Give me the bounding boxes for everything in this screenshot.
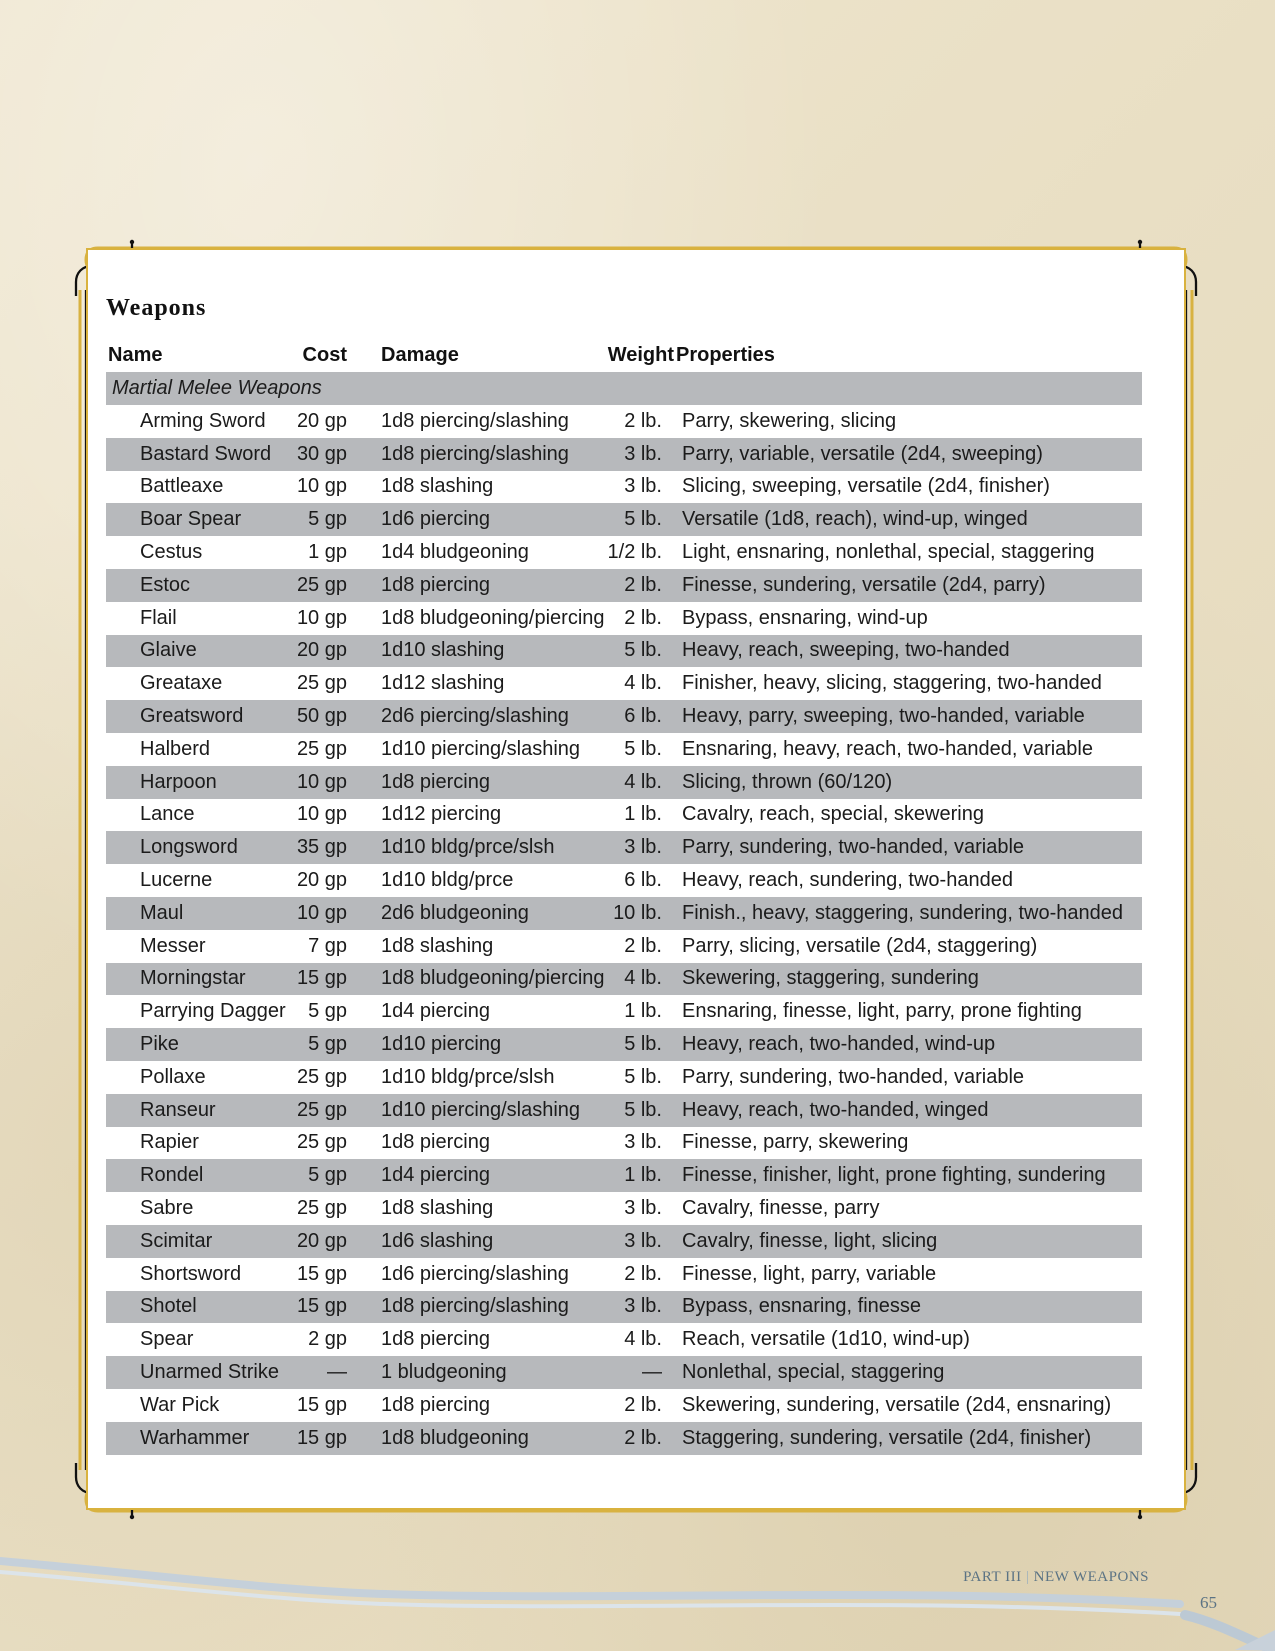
row-name: Lucerne [140,869,213,892]
row-name: War Pick [140,1393,220,1416]
table-row [106,1225,1142,1258]
row-cost: 10 gp [296,770,347,793]
row-properties: Heavy, reach, sundering, two-handed [682,869,1013,892]
row-properties: Light, ensnaring, nonlethal, special, staggering [682,541,1095,564]
table-row [106,1258,1142,1291]
row-weight: 2 lb. [624,1262,662,1285]
header-properties: Properties [676,343,775,366]
row-cost: 10 gp [296,803,347,826]
row-properties: Parry, sundering, two-handed, variable [682,836,1025,859]
row-cost: 5 gp [308,1000,347,1023]
row-damage: 1d12 piercing [381,803,502,826]
row-weight: 2 lb. [624,934,662,957]
row-damage: 1d8 piercing [381,1328,490,1351]
table-row [106,831,1142,864]
row-properties: Cavalry, finesse, parry [682,1197,880,1220]
row-cost: 20 gp [296,869,347,892]
row-properties: Ensnaring, finesse, light, parry, prone fighting [682,1000,1082,1023]
table-row [106,405,1142,438]
table-row [106,1291,1142,1324]
row-weight: 5 lb. [624,1065,662,1088]
row-weight: 1 lb. [624,803,662,826]
row-cost: 25 gp [296,1131,347,1154]
row-damage: 1d8 piercing/slashing [381,409,569,432]
row-name: Flail [140,606,177,629]
row-damage: 1d10 bldg/prce [381,869,514,892]
header-weight: Weight [607,343,674,366]
row-name: Greataxe [140,672,223,695]
row-cost: 5 gp [308,508,347,531]
section-title: Martial Melee Weapons [112,377,322,399]
table-row [106,799,1142,832]
table-row [106,438,1142,471]
row-damage: 1d8 slashing [381,475,494,498]
row-damage: 1d10 piercing/slashing [381,1098,581,1121]
row-name: Halberd [140,737,211,760]
row-damage: 1d4 piercing [381,1164,490,1187]
row-name: Battleaxe [140,475,224,498]
row-damage: 1d8 bludgeoning/piercing [381,606,605,629]
row-cost: 25 gp [296,1197,347,1220]
row-name: Rondel [140,1164,204,1187]
row-properties: Cavalry, finesse, light, slicing [682,1229,938,1252]
row-cost: 25 gp [296,1098,347,1121]
row-name: Pollaxe [140,1065,206,1088]
row-weight: 2 lb. [624,1393,662,1416]
row-weight: 5 lb. [624,737,662,760]
row-damage: 1d12 slashing [381,672,505,695]
row-name: Unarmed Strike [140,1361,279,1383]
row-properties: Finesse, light, parry, variable [682,1262,937,1285]
table-row [106,995,1142,1028]
row-damage: 1d10 piercing [381,1033,502,1056]
row-cost: 25 gp [296,1065,347,1088]
row-weight: 3 lb. [624,836,662,859]
table-row [106,1127,1142,1160]
row-name: Ranseur [140,1098,216,1121]
row-cost: 15 gp [296,1393,347,1416]
row-cost: 1 gp [308,541,347,564]
row-name: Morningstar [140,967,246,990]
row-properties: Versatile (1d8, reach), wind-up, winged [682,508,1028,531]
row-name: Glaive [140,639,197,662]
row-weight: 5 lb. [624,508,662,531]
table-row [106,1323,1142,1356]
row-weight: 4 lb. [624,967,662,990]
row-cost: 30 gp [296,442,347,465]
row-weight: 2 lb. [624,573,662,596]
row-weight: 3 lb. [624,442,662,465]
header-cost: Cost [302,343,347,366]
row-cost: 2 gp [308,1328,347,1351]
row-damage: 1d8 piercing/slashing [381,442,569,465]
row-damage: 1d8 slashing [381,1197,494,1220]
row-damage: 1d6 slashing [381,1229,494,1252]
weapons-table [106,296,1142,1455]
row-name: Estoc [140,573,191,596]
row-weight: 1/2 lb. [607,541,662,564]
page-footer-label [963,1569,1149,1586]
row-damage: 1d8 slashing [381,934,494,957]
row-cost: 10 gp [296,606,347,629]
table-row [106,569,1142,602]
row-cost: 15 gp [296,1295,347,1318]
row-cost: 25 gp [296,672,347,695]
table-row [106,963,1142,996]
row-damage: 1d8 piercing [381,770,490,793]
row-damage: 1d4 piercing [381,1000,490,1023]
table-row [106,602,1142,635]
row-weight: 5 lb. [624,1098,662,1121]
row-damage: 1 bludgeoning [381,1361,507,1383]
table-row [106,897,1142,930]
row-cost: 10 gp [296,901,347,924]
row-name: Parrying Dagger [140,1000,286,1023]
row-name: Messer [140,934,206,957]
row-weight: 2 lb. [624,1426,662,1449]
header-name: Name [108,343,163,366]
row-cost: 10 gp [296,475,347,498]
row-damage: 1d8 piercing/slashing [381,1295,569,1318]
row-damage: 2d6 bludgeoning [381,901,529,924]
table-row [106,1356,1142,1389]
row-name: Scimitar [140,1229,213,1252]
table-body [106,405,1142,1455]
row-damage: 1d8 bludgeoning [381,1426,529,1449]
row-damage: 1d8 piercing [381,1131,490,1154]
table-row [106,536,1142,569]
footer-part: PART III [963,1569,1022,1585]
row-properties: Ensnaring, heavy, reach, two-handed, variable [682,737,1093,760]
row-properties: Finisher, heavy, slicing, staggering, two-handed [682,672,1102,695]
row-cost: 5 gp [308,1033,347,1056]
row-weight: 3 lb. [624,475,662,498]
row-name: Greatsword [140,705,244,728]
row-damage: 1d8 piercing [381,573,490,596]
row-name: Bastard Sword [140,442,272,465]
row-weight: 3 lb. [624,1295,662,1318]
table-row [106,1159,1142,1192]
row-weight: — [642,1361,662,1383]
row-weight: 1 lb. [624,1000,662,1023]
table-row [106,1094,1142,1127]
row-damage: 1d8 bludgeoning/piercing [381,967,605,990]
row-properties: Finish., heavy, staggering, sundering, two-handed [682,901,1124,924]
row-weight: 2 lb. [624,606,662,629]
row-cost: 15 gp [296,1426,347,1449]
row-properties: Heavy, reach, two-handed, winged [682,1098,989,1121]
row-name: Spear [140,1328,194,1351]
row-properties: Finesse, finisher, light, prone fighting, sundering [682,1164,1106,1187]
row-properties: Finesse, parry, skewering [682,1131,909,1154]
table-row [106,766,1142,799]
row-properties: Bypass, ensnaring, wind-up [682,606,928,629]
row-cost: 35 gp [296,836,347,859]
row-properties: Heavy, reach, two-handed, wind-up [682,1033,996,1056]
row-damage: 1d4 bludgeoning [381,541,529,564]
row-damage: 1d10 piercing/slashing [381,737,581,760]
row-name: Rapier [140,1131,199,1154]
table-row [106,1422,1142,1455]
row-weight: 1 lb. [624,1164,662,1187]
table-row [106,733,1142,766]
row-weight: 3 lb. [624,1197,662,1220]
row-damage: 1d10 slashing [381,639,505,662]
row-weight: 6 lb. [624,869,662,892]
table-row [106,667,1142,700]
row-properties: Parry, slicing, versatile (2d4, staggering) [682,934,1038,957]
row-weight: 6 lb. [624,705,662,728]
row-properties: Skewering, sundering, versatile (2d4, ensnaring) [682,1393,1112,1416]
table-row [106,864,1142,897]
section-row [106,372,1142,405]
row-name: Shotel [140,1295,197,1318]
row-name: Pike [140,1033,179,1056]
row-properties: Finesse, sundering, versatile (2d4, parry) [682,573,1046,596]
row-damage: 1d10 bldg/prce/slsh [381,1065,555,1088]
footer-separator: | [1025,1569,1030,1585]
table-header-row [106,338,1142,372]
row-damage: 1d10 bldg/prce/slsh [381,836,555,859]
row-damage: 2d6 piercing/slashing [381,705,569,728]
footer-section: NEW WEAPONS [1033,1569,1149,1585]
row-weight: 3 lb. [624,1131,662,1154]
row-cost: 5 gp [308,1164,347,1187]
row-properties: Slicing, thrown (60/120) [682,770,893,793]
row-cost: 15 gp [296,1262,347,1285]
table-row [106,1389,1142,1422]
row-properties: Staggering, sundering, versatile (2d4, finisher) [682,1426,1092,1449]
row-weight: 2 lb. [624,409,662,432]
row-properties: Slicing, sweeping, versatile (2d4, finisher) [682,475,1050,498]
row-cost: 25 gp [296,737,347,760]
row-cost: 15 gp [296,967,347,990]
row-damage: 1d6 piercing/slashing [381,1262,569,1285]
row-properties: Cavalry, reach, special, skewering [682,803,984,826]
row-name: Warhammer [140,1426,250,1449]
row-cost: 20 gp [296,409,347,432]
row-weight: 5 lb. [624,639,662,662]
row-name: Cestus [140,541,203,564]
row-weight: 3 lb. [624,1229,662,1252]
table-row [106,471,1142,504]
table-title: Weapons [106,295,207,321]
row-name: Harpoon [140,770,217,793]
row-properties: Heavy, reach, sweeping, two-handed [682,639,1010,662]
table-row [106,503,1142,536]
table-row [106,1028,1142,1061]
row-name: Longsword [140,836,238,859]
row-name: Arming Sword [140,409,266,432]
row-properties: Nonlethal, special, staggering [682,1361,945,1383]
header-damage: Damage [381,343,459,366]
row-properties: Parry, skewering, slicing [682,409,897,432]
row-cost: 20 gp [296,639,347,662]
table-row [106,700,1142,733]
row-cost: 50 gp [296,705,347,728]
row-cost: 7 gp [308,934,347,957]
row-cost: — [327,1361,347,1383]
row-name: Sabre [140,1197,194,1220]
row-properties: Heavy, parry, sweeping, two-handed, variable [682,705,1085,728]
page-number: 65 [1200,1593,1217,1612]
row-cost: 20 gp [296,1229,347,1252]
table-row [106,635,1142,668]
row-damage: 1d8 piercing [381,1393,490,1416]
row-properties: Parry, variable, versatile (2d4, sweeping) [682,442,1043,465]
row-weight: 10 lb. [613,901,662,924]
row-name: Shortsword [140,1262,242,1285]
row-weight: 4 lb. [624,1328,662,1351]
row-properties: Bypass, ensnaring, finesse [682,1295,922,1318]
table-row [106,1192,1142,1225]
row-weight: 4 lb. [624,770,662,793]
row-properties: Parry, sundering, two-handed, variable [682,1065,1025,1088]
row-cost: 25 gp [296,573,347,596]
row-damage: 1d6 piercing [381,508,490,531]
row-name: Maul [140,901,184,924]
row-name: Boar Spear [140,508,242,531]
row-properties: Reach, versatile (1d10, wind-up) [682,1328,970,1351]
row-weight: 5 lb. [624,1033,662,1056]
row-weight: 4 lb. [624,672,662,695]
row-name: Lance [140,803,195,826]
row-properties: Skewering, staggering, sundering [682,967,979,990]
table-row [106,1061,1142,1094]
table-row [106,930,1142,963]
